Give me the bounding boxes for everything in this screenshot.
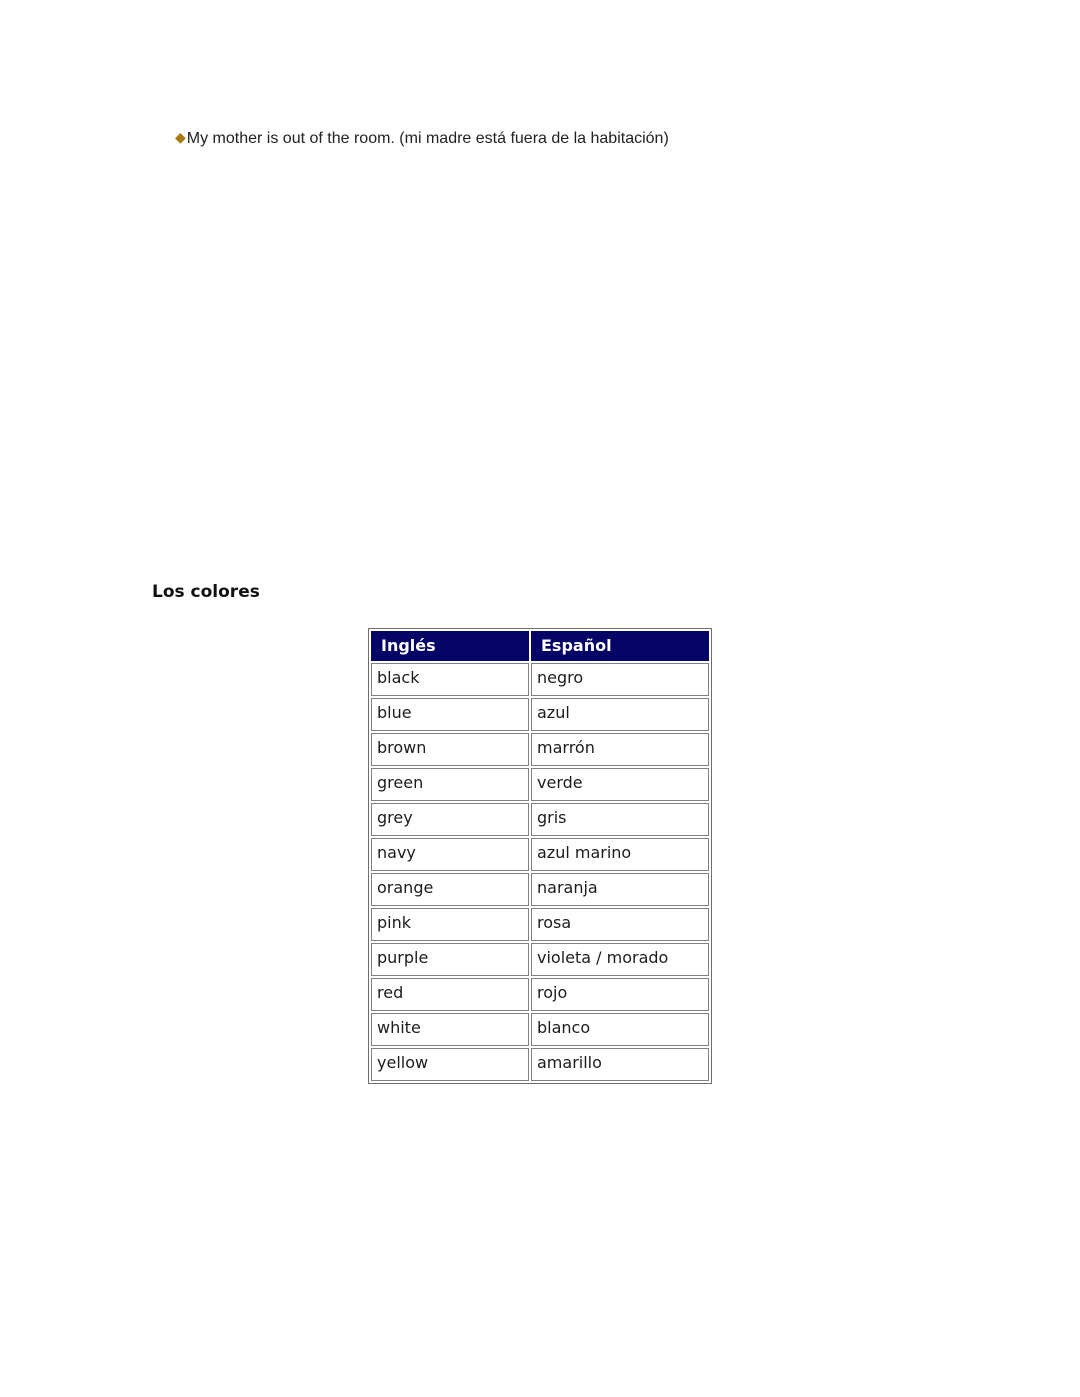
table-cell: blue [371, 698, 529, 731]
table-cell: orange [371, 873, 529, 906]
table-cell: brown [371, 733, 529, 766]
table-row [371, 733, 709, 766]
table-cell: verde [531, 768, 709, 801]
table-cell: violeta / morado [531, 943, 709, 976]
table-cell: blanco [531, 1013, 709, 1046]
table-cell: azul marino [531, 838, 709, 871]
table-row [371, 908, 709, 941]
table-cell: rojo [531, 978, 709, 1011]
diamond-bullet-icon: ◆ [175, 129, 186, 145]
table-row [371, 698, 709, 731]
table-header-ingles: Inglés [371, 631, 529, 661]
table-row [371, 768, 709, 801]
table-cell: red [371, 978, 529, 1011]
table-row [371, 978, 709, 1011]
table-cell: pink [371, 908, 529, 941]
table-cell: marrón [531, 733, 709, 766]
table-row [371, 873, 709, 906]
table-header-espanol: Español [531, 631, 709, 661]
table-cell: rosa [531, 908, 709, 941]
colors-table-container [368, 628, 712, 1084]
bullet-sentence-text: My mother is out of the room. (mi madre está fuera de la habitación) [186, 130, 669, 147]
table-cell: negro [531, 663, 709, 696]
table-cell: yellow [371, 1048, 529, 1081]
table-row [371, 943, 709, 976]
table-row [371, 1013, 709, 1046]
table-cell: purple [371, 943, 529, 976]
table-cell: black [371, 663, 529, 696]
colors-table-body [371, 663, 709, 1081]
bullet-sentence [175, 127, 669, 149]
table-cell: navy [371, 838, 529, 871]
table-cell: naranja [531, 873, 709, 906]
table-row [371, 1048, 709, 1081]
table-header-row [371, 631, 709, 661]
table-row [371, 803, 709, 836]
table-row [371, 663, 709, 696]
table-cell: azul [531, 698, 709, 731]
table-cell: white [371, 1013, 529, 1046]
colors-table-head [371, 631, 709, 661]
colors-table [368, 628, 712, 1084]
table-cell: amarillo [531, 1048, 709, 1081]
table-cell: gris [531, 803, 709, 836]
table-cell: green [371, 768, 529, 801]
section-heading: Los colores [152, 582, 260, 602]
table-cell: grey [371, 803, 529, 836]
table-row [371, 838, 709, 871]
